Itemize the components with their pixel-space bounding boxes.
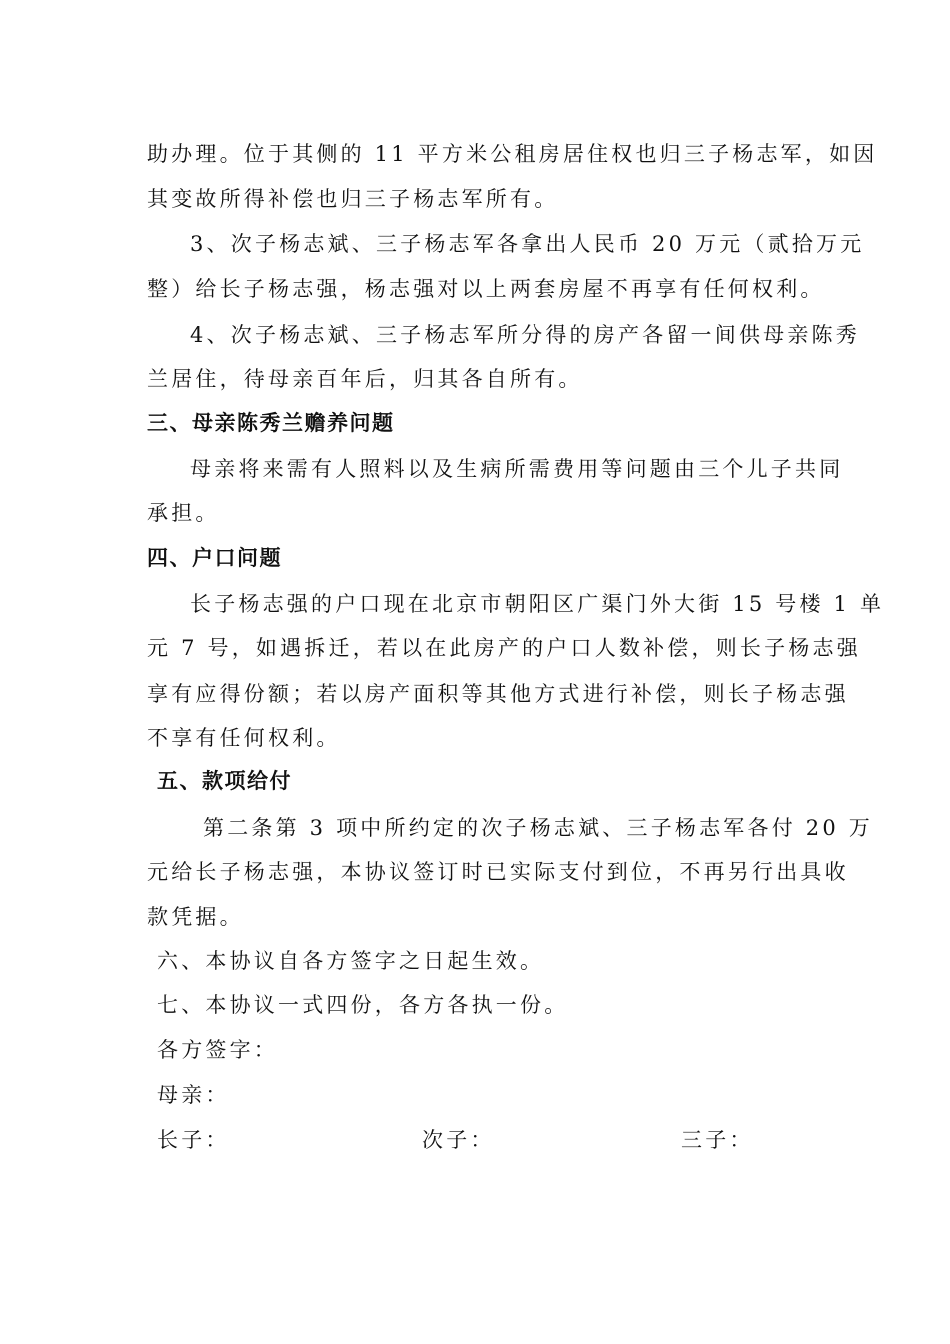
signatures-label: 各方签字： xyxy=(157,1038,278,1062)
item-4-line: 兰居住，待母亲百年后，归其各自所有。 xyxy=(147,367,583,391)
section-4-line: 不享有任何权利。 xyxy=(147,726,341,750)
second-son-signature-label: 次子： xyxy=(422,1128,495,1152)
item-3-line: 整）给长子杨志强，杨志强对以上两套房屋不再享有任何权利。 xyxy=(147,277,825,301)
section-3-heading: 三、母亲陈秀兰赡养问题 xyxy=(147,410,395,435)
section-4-line: 长子杨志强的户口现在北京市朝阳区广渠门外大街 15 号楼 1 单 xyxy=(190,592,885,616)
paragraph-line: 助办理。位于其侧的 11 平方米公租房居住权也归三子杨志军，如因 xyxy=(147,142,878,166)
eldest-son-signature-label: 长子： xyxy=(157,1128,230,1152)
item-3-line: 3、次子杨志斌、三子杨志军各拿出人民币 20 万元（贰拾万元 xyxy=(190,232,865,256)
section-3-line: 母亲将来需有人照料以及生病所需费用等问题由三个儿子共同 xyxy=(190,457,844,481)
section-4-heading: 四、户口问题 xyxy=(147,545,282,570)
section-5-line: 第二条第 3 项中所约定的次子杨志斌、三子杨志军各付 20 万 xyxy=(203,816,873,840)
section-5-line: 款凭据。 xyxy=(147,905,244,929)
third-son-signature-label: 三子： xyxy=(681,1128,754,1152)
section-5-heading: 五、款项给付 xyxy=(157,768,292,793)
section-6-line: 六、本协议自各方签字之日起生效。 xyxy=(157,949,545,973)
section-7-line: 七、本协议一式四份，各方各执一份。 xyxy=(157,993,569,1017)
item-4-line: 4、次子杨志斌、三子杨志军所分得的房产各留一间供母亲陈秀 xyxy=(190,323,860,347)
section-3-line: 承担。 xyxy=(147,501,220,525)
paragraph-line: 其变故所得补偿也归三子杨志军所有。 xyxy=(147,187,559,211)
section-4-line: 享有应得份额；若以房产面积等其他方式进行补偿，则长子杨志强 xyxy=(147,682,849,706)
section-5-line: 元给长子杨志强，本协议签订时已实际支付到位，不再另行出具收 xyxy=(147,860,849,884)
section-4-line: 元 7 号，如遇拆迁，若以在此房产的户口人数补偿，则长子杨志强 xyxy=(147,636,861,660)
mother-signature-label: 母亲： xyxy=(157,1083,230,1107)
